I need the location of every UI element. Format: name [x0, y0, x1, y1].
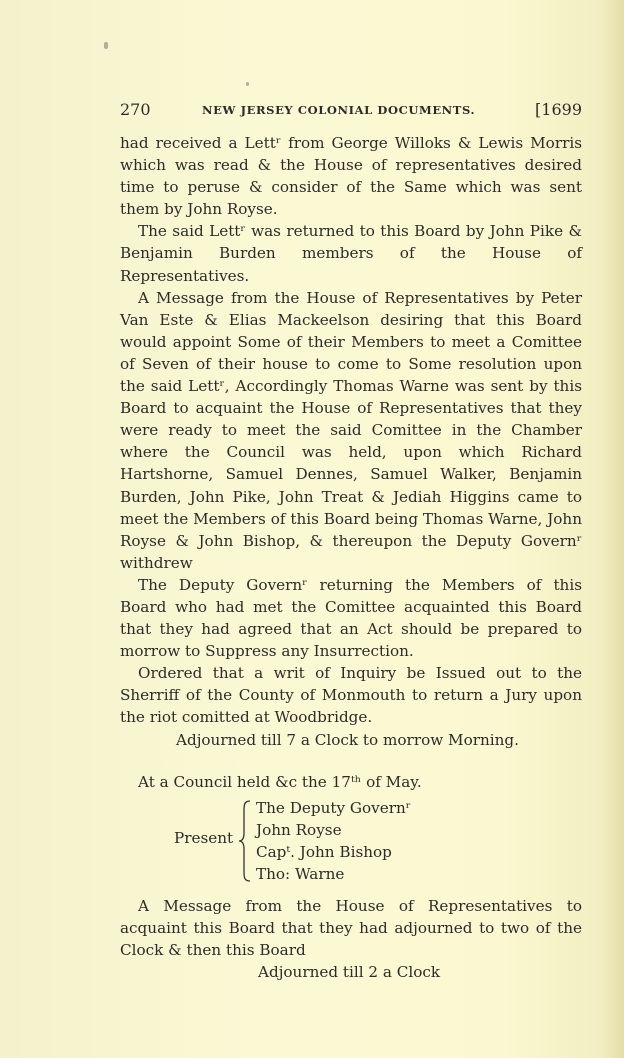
present-label: Present [174, 828, 234, 847]
adjournment-line: Adjourned till 2 a Clock [258, 963, 441, 981]
running-title: NEW JERSEY COLONIAL DOCUMENTS. [202, 103, 476, 117]
present-member: John Royse [256, 820, 342, 839]
paragraph: A Message from the House of Representatives by Peter Van Este & Elias Mackeelson desiring that this Board would appoint Some of their Members to meet a Comittee of Seven of their house to come to Some resolution upon the said Lettʳ, Accordingly Thomas Warne was sent by this Board to acquaint the House of Representatives that they were ready to meet the said Comittee in the Chamber where the Council was held, upon which Richard Hartshorne, Samuel Dennes, Samuel Walker, Benjamin Burden, John Pike, John Treat & Jediah Higgins came to meet the Members of this Board being Thomas Warne, John Royse & John Bishop, & thereupon the Deputy Governʳ withdrew [120, 288, 582, 572]
page-number: 270 [120, 100, 151, 119]
present-block [120, 797, 582, 887]
page-edge-shadow [602, 0, 624, 1058]
paragraph: The said Lettʳ was returned to this Board by John Pike & Benjamin Burden members of the House of Representatives. [120, 222, 582, 285]
council-heading: At a Council held &c the 17ᵗʰ of May. [138, 772, 422, 791]
brace-icon [238, 799, 252, 883]
present-member: Tho: Warne [256, 864, 345, 883]
year-mark: [1699 [535, 100, 582, 119]
body-text [120, 132, 582, 983]
paragraph: had received a Lettʳ from George Willoks & Lewis Morris which was read & the House of representatives desired time to peruse & consider of the Same which was sent them by John Royse. [120, 134, 582, 219]
document-page [120, 100, 582, 983]
paragraph: Ordered that a writ of Inquiry be Issued out to the Sherriff of the County of Monmouth to return a Jury upon the riot comitted at Woodbridge. [120, 664, 582, 727]
present-member: Capᵗ. John Bishop [256, 842, 392, 861]
adjournment-line: Adjourned till 7 a Clock to morrow Morning. [176, 730, 519, 749]
ink-speck [246, 82, 249, 86]
paragraph: A Message from the House of Representatives to acquaint this Board that they had adjourned to two of the Clock & then this Board [120, 896, 582, 959]
running-head [120, 100, 582, 126]
present-members [256, 797, 411, 885]
ink-speck [104, 42, 108, 49]
paragraph: The Deputy Governʳ returning the Members of this Board who had met the Comittee acquainted this Board that they had agreed that an Act should be prepared to morrow to Suppress any Insurrection. [120, 575, 582, 661]
present-member: The Deputy Governʳ [256, 798, 412, 817]
